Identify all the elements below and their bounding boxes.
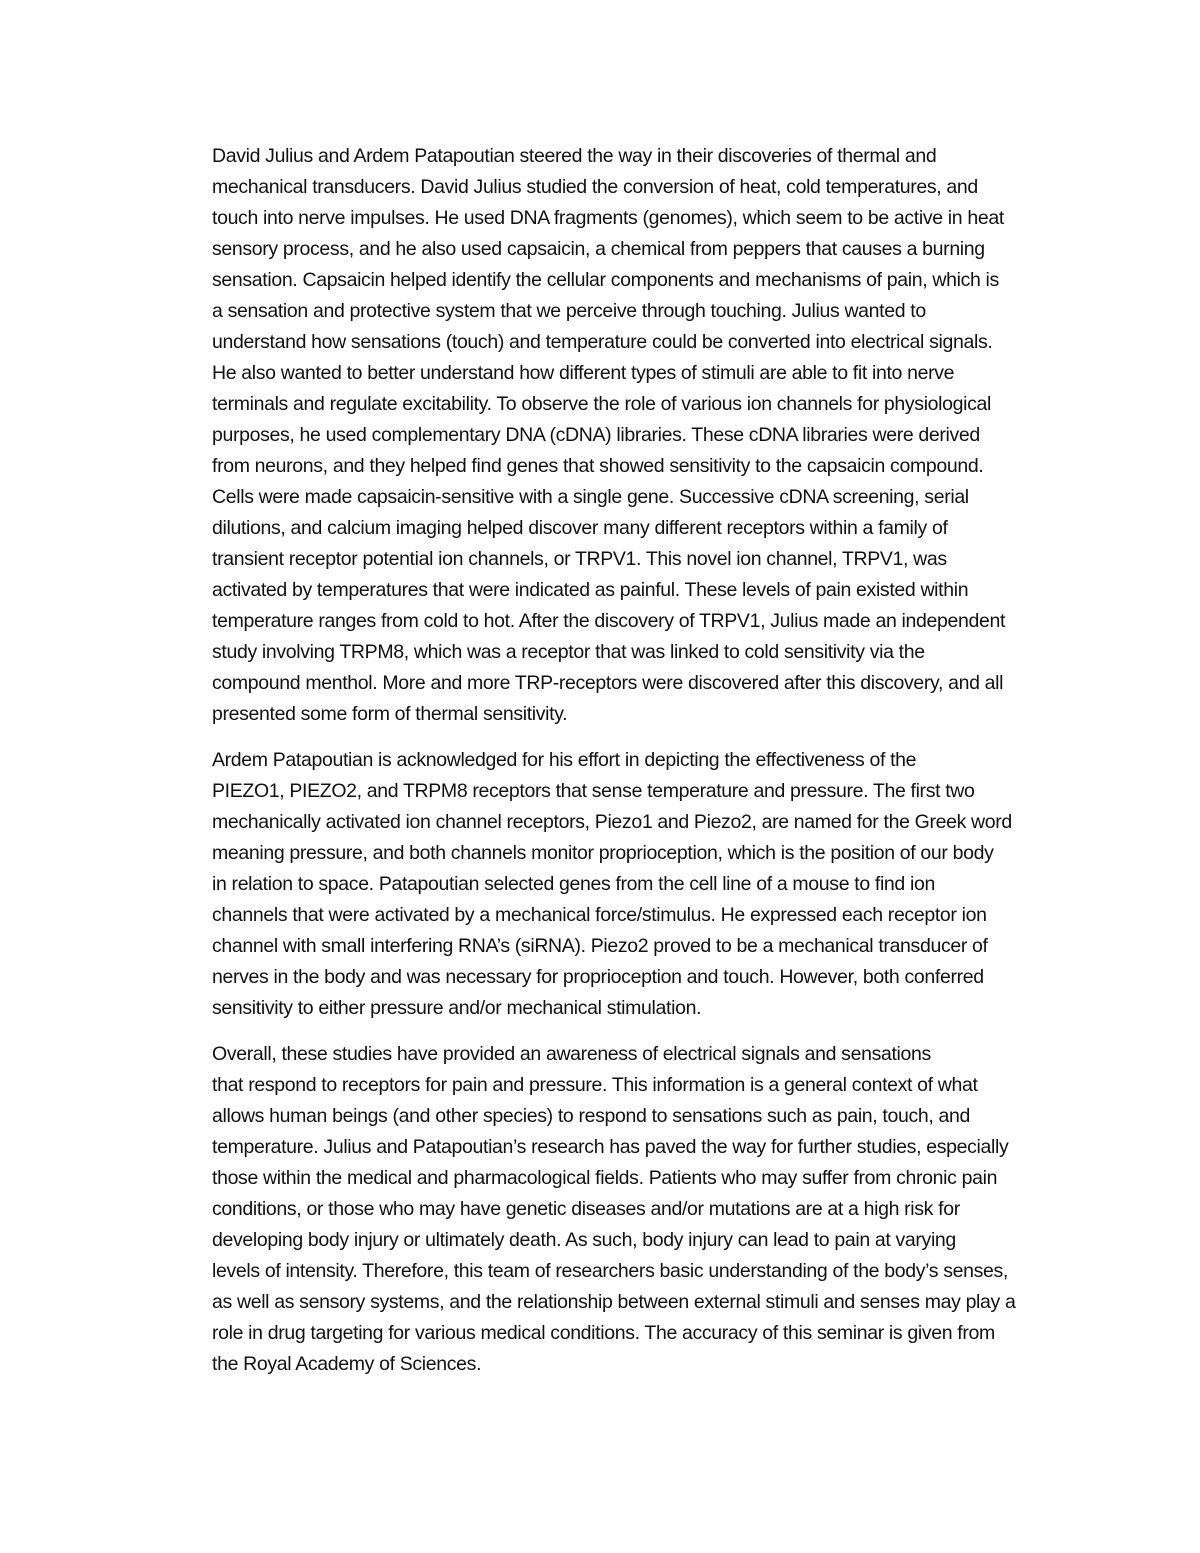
paragraph-line: nerves in the body and was necessary for proprioception and touch. However, both conferred — [212, 966, 984, 988]
paragraph-line: those within the medical and pharmacological fields. Patients who may suffer from chronic pain — [212, 1167, 998, 1189]
paragraph-line: the Royal Academy of Sciences. — [212, 1353, 482, 1375]
paragraph-line: He also wanted to better understand how different types of stimuli are able to fit into nerve — [212, 362, 955, 384]
paragraph-line: mechanical transducers. David Julius studied the conversion of heat, cold temperatures, and — [212, 176, 978, 198]
paragraph-line: Overall, these studies have provided an awareness of electrical signals and sensations — [212, 1043, 931, 1065]
paragraph-line: compound menthol. More and more TRP-receptors were discovered after this discovery, and all — [212, 672, 1004, 694]
paragraph-line: temperature. Julius and Patapoutian’s research has paved the way for further studies, especially — [212, 1136, 1009, 1158]
paragraph-line: developing body injury or ultimately death. As such, body injury can lead to pain at varying — [212, 1229, 956, 1251]
paragraph-line: levels of intensity. Therefore, this team of researchers basic understanding of the body’s senses, — [212, 1260, 1008, 1282]
paragraph-line: dilutions, and calcium imaging helped discover many different receptors within a family of — [212, 517, 948, 539]
paragraph-line: PIEZO1, PIEZO2, and TRPM8 receptors that sense temperature and pressure. The first two — [212, 780, 975, 802]
paragraph-line: Cells were made capsaicin-sensitive with a single gene. Successive cDNA screening, serial — [212, 486, 969, 508]
paragraph-line: channel with small interfering RNA’s (siRNA). Piezo2 proved to be a mechanical transducer of — [212, 935, 988, 957]
paragraph-line: sensitivity to either pressure and/or mechanical stimulation. — [212, 997, 702, 1019]
paragraph-line: presented some form of thermal sensitivity. — [212, 703, 568, 725]
paragraph-line: role in drug targeting for various medical conditions. The accuracy of this seminar is given from — [212, 1322, 995, 1344]
paragraph-line: temperature ranges from cold to hot. After the discovery of TRPV1, Julius made an independent — [212, 610, 1006, 632]
paragraph-line: study involving TRPM8, which was a receptor that was linked to cold sensitivity via the — [212, 641, 925, 663]
paragraph-line: activated by temperatures that were indicated as painful. These levels of pain existed within — [212, 579, 969, 601]
paragraph-2 — [142, 745, 1058, 1024]
document-body — [142, 141, 1058, 1395]
paragraph-line: in relation to space. Patapoutian selected genes from the cell line of a mouse to find ion — [212, 873, 935, 895]
paragraph-line: purposes, he used complementary DNA (cDNA) libraries. These cDNA libraries were derived — [212, 424, 980, 446]
paragraph-line: terminals and regulate excitability. To observe the role of various ion channels for physiological — [212, 393, 992, 415]
paragraph-line: conditions, or those who may have genetic diseases and/or mutations are at a high risk for — [212, 1198, 960, 1220]
paragraph-line: sensory process, and he also used capsaicin, a chemical from peppers that causes a burning — [212, 238, 985, 260]
paragraph-3 — [142, 1039, 1058, 1380]
paragraph-line: allows human beings (and other species) to respond to sensations such as pain, touch, and — [212, 1105, 971, 1127]
paragraph-line: touch into nerve impulses. He used DNA fragments (genomes), which seem to be active in heat — [212, 207, 1004, 229]
paragraph-line: channels that were activated by a mechanical force/stimulus. He expressed each receptor ion — [212, 904, 987, 926]
paragraph-line: understand how sensations (touch) and temperature could be converted into electrical signals. — [212, 331, 993, 353]
paragraph-1 — [142, 141, 1058, 730]
paragraph-line: sensation. Capsaicin helped identify the cellular components and mechanisms of pain, which is — [212, 269, 999, 291]
paragraph-line: transient receptor potential ion channels, or TRPV1. This novel ion channel, TRPV1, was — [212, 548, 947, 570]
paragraph-line: that respond to receptors for pain and pressure. This information is a general context of what — [212, 1074, 978, 1096]
paragraph-line: meaning pressure, and both channels monitor proprioception, which is the position of our body — [212, 842, 994, 864]
paragraph-line: as well as sensory systems, and the relationship between external stimuli and senses may play a — [212, 1291, 1016, 1313]
paragraph-line: David Julius and Ardem Patapoutian steered the way in their discoveries of thermal and — [212, 145, 937, 167]
paragraph-line: from neurons, and they helped find genes that showed sensitivity to the capsaicin compound. — [212, 455, 984, 477]
paragraph-line: a sensation and protective system that we perceive through touching. Julius wanted to — [212, 300, 926, 322]
paragraph-line: Ardem Patapoutian is acknowledged for his effort in depicting the effectiveness of the — [212, 749, 917, 771]
paragraph-line: mechanically activated ion channel receptors, Piezo1 and Piezo2, are named for the Greek word — [212, 811, 1012, 833]
